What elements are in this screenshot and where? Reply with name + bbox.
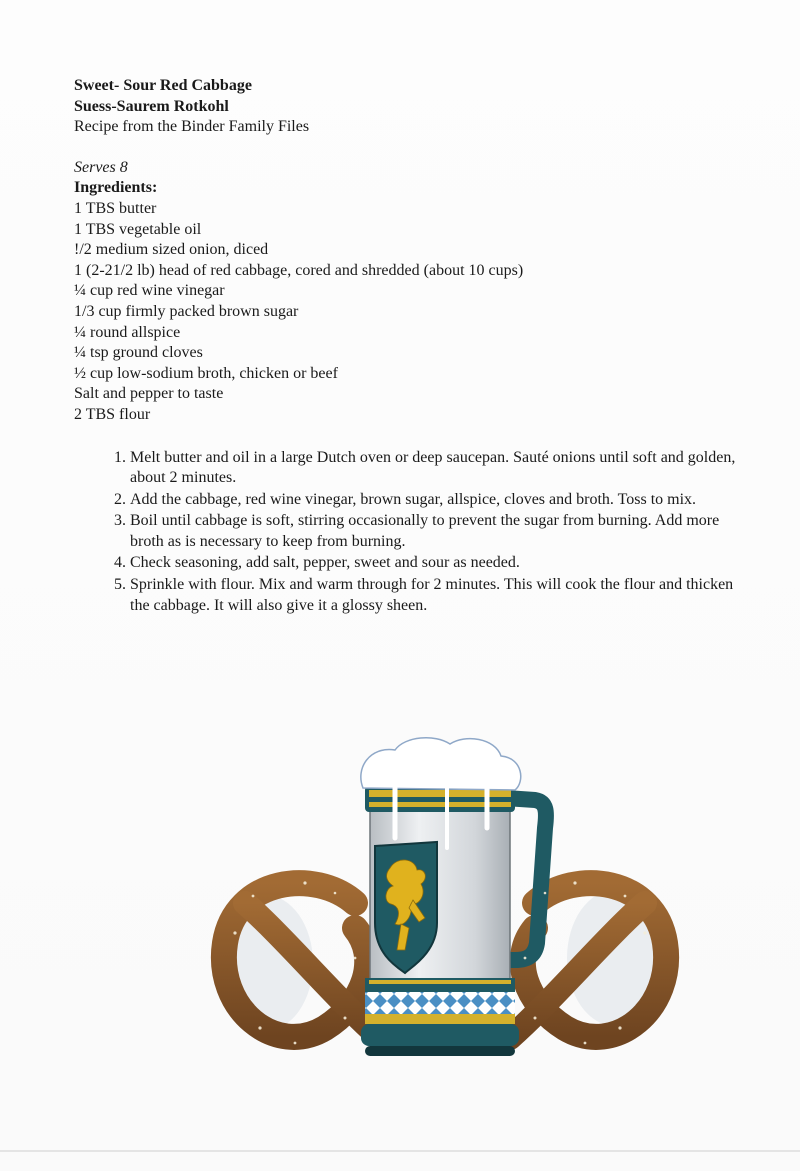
ingredient-item: !/2 medium sized onion, diced [74,241,269,259]
ingredient-item: ¼ tsp ground cloves [74,344,203,362]
ingredient-item: 2 TBS flour [74,405,151,423]
recipe-title-german: Suess-Saurem Rotkohl [74,97,229,115]
stein-foam [361,738,521,790]
ingredient-item: ¼ cup red wine vinegar [74,282,225,300]
recipe-content [74,76,754,617]
instruction-step: 1. Melt butter and oil in a large Dutch oven or deep saucepan. Sauté onions until soft and golden, about 2 minutes. [130,448,754,489]
beer-stein-with-pretzels-illustration [205,728,685,1088]
left-pretzel [217,883,380,1038]
bavarian-diamond-band [365,992,515,1014]
recipe-source: Recipe from the Binder Family Files [74,118,310,136]
instruction-step: 3. Boil until cabbage is soft, stirring occasionally to prevent the sugar from burning. Add more broth as is necessary to keep from burning. [130,511,754,552]
ingredients-list [74,199,754,426]
ingredient-item: 1 TBS butter [74,199,157,217]
recipe-serves: Serves 8 [74,158,128,176]
ingredient-item: ½ cup low-sodium broth, chicken or beef [74,364,338,382]
instruction-step: 5. Sprinkle with flour. Mix and warm through for 2 minutes. This will cook the flour and thicken the cabbage. It will also give it a glossy sheen. [130,575,754,616]
ingredient-item: 1 (2-21/2 lb) head of red cabbage, cored and shredded (about 10 cups) [74,261,524,279]
page-bottom-edge [0,1150,800,1152]
ingredients-heading: Ingredients: [74,179,158,197]
ingredient-item: Salt and pepper to taste [74,385,224,403]
ingredient-item: ¼ round allspice [74,323,181,341]
instruction-step: 2. Add the cabbage, red wine vinegar, brown sugar, allspice, cloves and broth. Toss to mix. [130,490,754,511]
ingredient-item: 1/3 cup firmly packed brown sugar [74,302,299,320]
instructions-list [74,448,754,617]
ingredient-item: 1 TBS vegetable oil [74,220,202,238]
instruction-step: 4. Check seasoning, add salt, pepper, sweet and sour as needed. [130,553,754,574]
recipe-title-english: Sweet- Sour Red Cabbage [74,77,252,94]
